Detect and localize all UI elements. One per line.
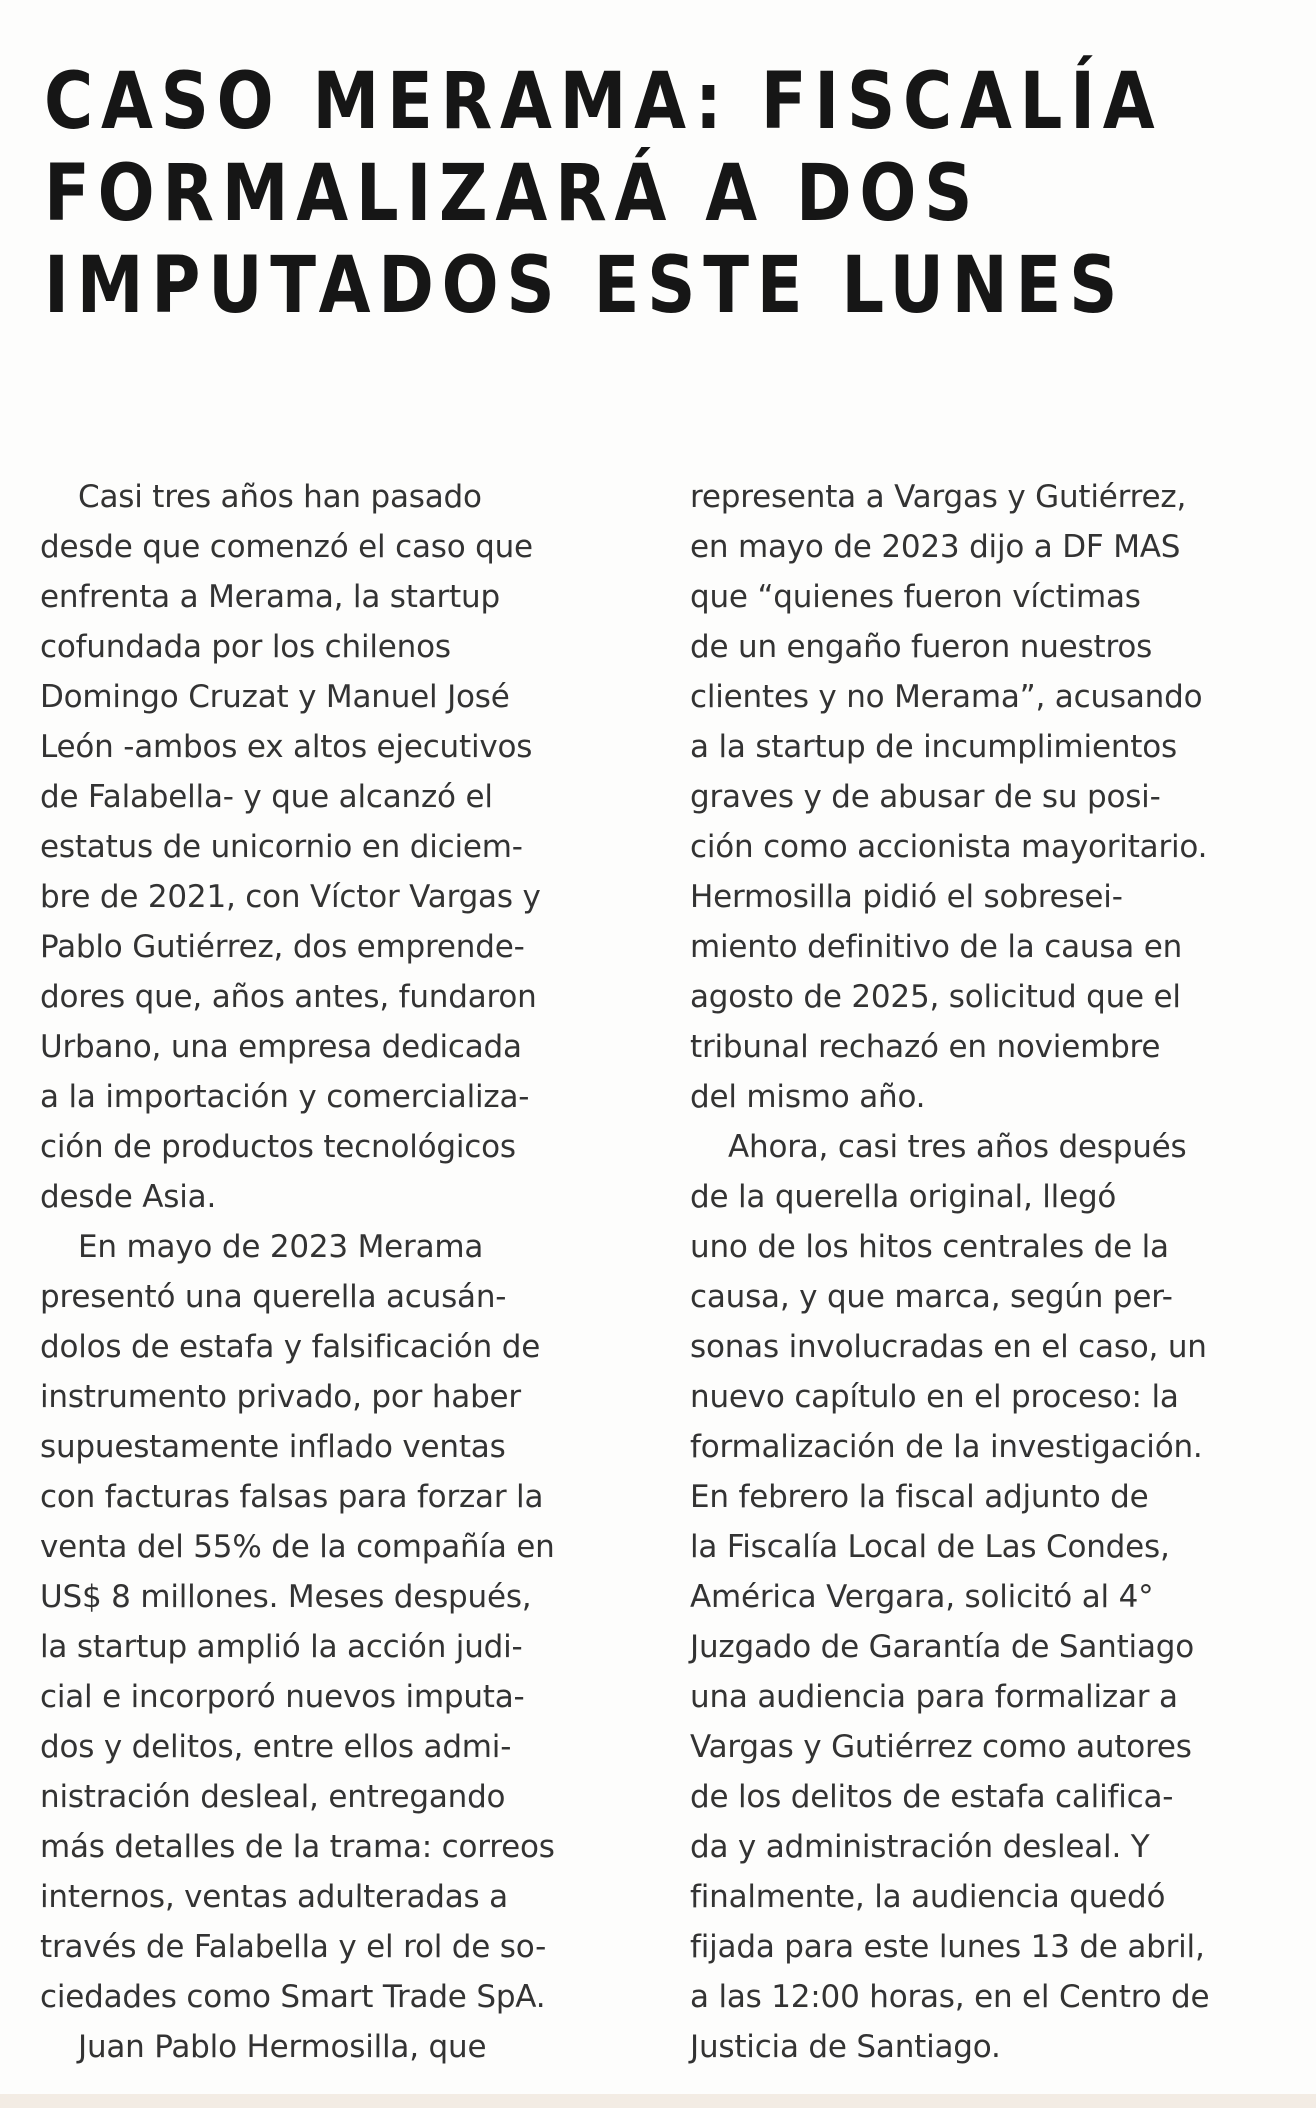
body-line: bre de 2021, con Víctor Vargas y xyxy=(40,879,541,915)
body-line: la Fiscalía Local de Las Condes, xyxy=(690,1529,1170,1565)
body-line: dores que, años antes, fundaron xyxy=(40,979,537,1015)
body-line: finalmente, la audiencia quedó xyxy=(690,1879,1166,1915)
body-line: tribunal rechazó en noviembre xyxy=(690,1029,1161,1065)
body-line: internos, ventas adulteradas a xyxy=(40,1879,508,1915)
body-line: estatus de unicornio en diciem- xyxy=(40,829,523,865)
body-line: presentó una querella acusán- xyxy=(40,1279,507,1315)
body-line: a las 12:00 horas, en el Centro de xyxy=(690,1979,1210,2015)
body-line: más detalles de la trama: correos xyxy=(40,1829,555,1865)
body-line: US$ 8 millones. Meses después, xyxy=(40,1579,532,1615)
body-line: enfrenta a Merama, la startup xyxy=(40,579,500,615)
body-line: Casi tres años han pasado xyxy=(78,479,482,515)
body-line: nuevo capítulo en el proceso: la xyxy=(690,1379,1179,1415)
body-line: uno de los hitos centrales de la xyxy=(690,1229,1169,1265)
page-bottom-edge xyxy=(0,2094,1316,2108)
body-line: del mismo año. xyxy=(690,1079,926,1115)
headline-line: IMPUTADOS ESTE LUNES xyxy=(44,241,1126,331)
body-line: miento definitivo de la causa en xyxy=(690,929,1183,965)
body-line: la startup amplió la acción judi- xyxy=(40,1629,523,1665)
body-line: ción como accionista mayoritario. xyxy=(690,829,1208,865)
body-line: Justicia de Santiago. xyxy=(690,2029,1001,2065)
body-line: formalización de la investigación. xyxy=(690,1429,1203,1465)
body-line: desde que comenzó el caso que xyxy=(40,529,533,565)
body-line: Domingo Cruzat y Manuel José xyxy=(40,679,510,715)
body-line: Pablo Gutiérrez, dos emprende- xyxy=(40,929,525,965)
body-line: de Falabella- y que alcanzó el xyxy=(40,779,493,815)
body-line: fijada para este lunes 13 de abril, xyxy=(690,1929,1205,1965)
body-line: América Vergara, solicitó al 4° xyxy=(690,1579,1154,1615)
body-line: una audiencia para formalizar a xyxy=(690,1679,1178,1715)
body-line: en mayo de 2023 dijo a DF MAS xyxy=(690,529,1181,565)
body-line: con facturas falsas para forzar la xyxy=(40,1479,544,1515)
body-line: de un engaño fueron nuestros xyxy=(690,629,1153,665)
body-line: graves y de abusar de su posi- xyxy=(690,779,1161,815)
body-line: venta del 55% de la compañía en xyxy=(40,1529,555,1565)
body-line: causa, y que marca, según per- xyxy=(690,1279,1173,1315)
body-line: desde Asia. xyxy=(40,1179,217,1215)
body-line: En febrero la fiscal adjunto de xyxy=(690,1479,1149,1515)
body-line: nistración desleal, entregando xyxy=(40,1779,506,1815)
body-line: dolos de estafa y falsificación de xyxy=(40,1329,541,1365)
body-column-right xyxy=(690,472,1290,2072)
body-line: sonas involucradas en el caso, un xyxy=(690,1329,1207,1365)
body-column-left xyxy=(40,472,650,2072)
body-line: que “quienes fueron víctimas xyxy=(690,579,1141,615)
body-line: cial e incorporó nuevos imputa- xyxy=(40,1679,525,1715)
body-line: a la startup de incumplimientos xyxy=(690,729,1177,765)
headline-line: FORMALIZARÁ A DOS xyxy=(44,149,981,239)
body-line: agosto de 2025, solicitud que el xyxy=(690,979,1181,1015)
body-line: cofundada por los chilenos xyxy=(40,629,451,665)
body-line: clientes y no Merama”, acusando xyxy=(690,679,1203,715)
body-line: Juan Pablo Hermosilla, que xyxy=(78,2029,487,2065)
body-line: Juzgado de Garantía de Santiago xyxy=(690,1629,1194,1665)
body-line: dos y delitos, entre ellos admi- xyxy=(40,1729,512,1765)
body-line: Hermosilla pidió el sobresei- xyxy=(690,879,1123,915)
body-line: supuestamente inflado ventas xyxy=(40,1429,506,1465)
body-line: representa a Vargas y Gutiérrez, xyxy=(690,479,1187,515)
body-line: instrumento privado, por haber xyxy=(40,1379,521,1415)
article-headline xyxy=(44,56,1163,332)
body-line: Ahora, casi tres años después xyxy=(728,1129,1187,1165)
body-line: de la querella original, llegó xyxy=(690,1179,1117,1215)
body-line: a la importación y comercializa- xyxy=(40,1079,530,1115)
headline-line: CASO MERAMA: FISCALÍA xyxy=(44,57,1163,147)
body-line: Urbano, una empresa dedicada xyxy=(40,1029,522,1065)
body-line: da y administración desleal. Y xyxy=(690,1829,1150,1865)
body-line: Vargas y Gutiérrez como autores xyxy=(690,1729,1192,1765)
body-line: través de Falabella y el rol de so- xyxy=(40,1929,547,1965)
body-line: León -ambos ex altos ejecutivos xyxy=(40,729,533,765)
body-line: En mayo de 2023 Merama xyxy=(78,1229,484,1265)
body-line: ciedades como Smart Trade SpA. xyxy=(40,1979,546,2015)
body-line: de los delitos de estafa califica- xyxy=(690,1779,1174,1815)
body-line: ción de productos tecnológicos xyxy=(40,1129,516,1165)
